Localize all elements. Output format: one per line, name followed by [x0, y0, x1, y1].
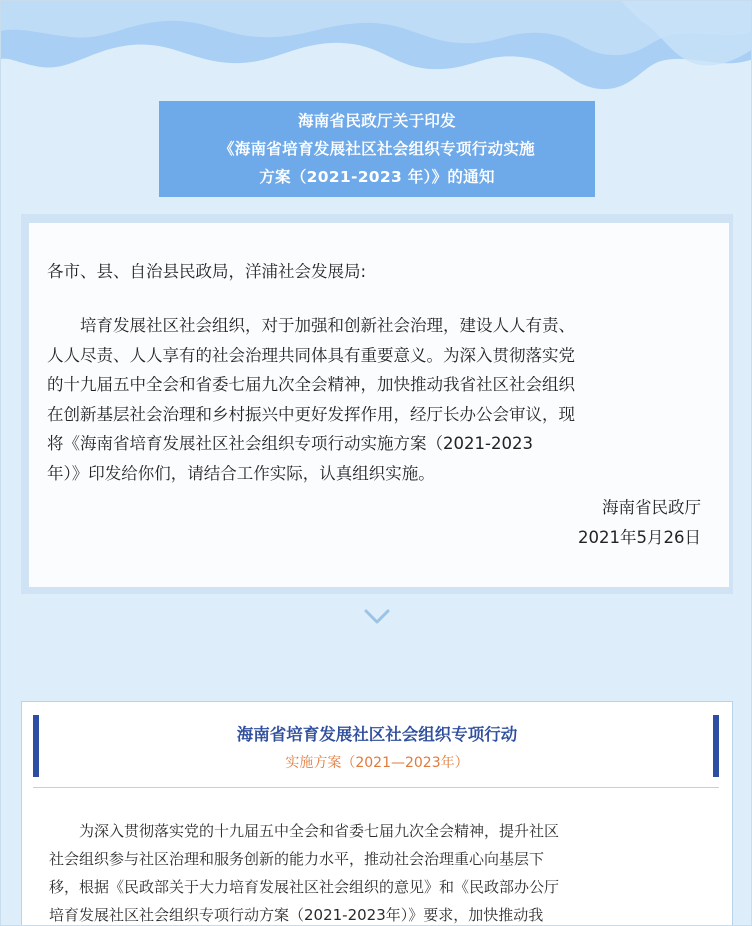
letter-salutation: 各市、县、自治县民政局，洋浦社会发展局: [47, 262, 367, 281]
plan-line: 培育发展社区社会组织专项行动方案（2021-2023年）》要求，加快推动我 [49, 906, 544, 924]
letter-line: 的十九届五中全会和省委七届九次全会精神，加快推动我省社区社会组织 [47, 375, 575, 394]
letter-line: 培育发展社区社会组织，对于加强和创新社会治理，建设人人有责、 [47, 316, 575, 335]
letter-line: 在创新基层社会治理和乡村振兴中更好发挥作用，经厅长办公会审议，现 [47, 404, 575, 424]
letter-body [47, 311, 705, 488]
plan-body [49, 817, 705, 926]
plan-subtitle: 实施方案（2021—2023年） [285, 755, 469, 771]
section-divider [33, 787, 719, 788]
plan-line: 移，根据《民政部关于大力培育发展社区社会组织的意见》和《民政部办公厅 [49, 878, 560, 896]
notice-title-line: 《海南省培育发展社区社会组织专项行动实施 [218, 140, 535, 158]
notice-title [159, 101, 595, 197]
letter-card [29, 223, 729, 587]
letter-line: 将《海南省培育发展社区社会组织专项行动实施方案（2021-2023 [47, 434, 533, 453]
letter-signature [578, 493, 701, 552]
notice-title-line: 海南省民政厅关于印发 [297, 112, 456, 130]
letter-line: 人人尽责、人人享有的社会治理共同体具有重要意义。为深入贯彻落实党 [47, 345, 575, 365]
notice-title-line: 方案（2021-2023 年）》的通知 [259, 168, 495, 186]
plan-title: 海南省培育发展社区社会组织专项行动 [236, 725, 518, 744]
signature-org: 海南省民政厅 [602, 498, 701, 517]
plan-line: 为深入贯彻落实党的十九届五中全会和省委七届九次全会精神，提升社区 [49, 822, 560, 840]
letter-line: 年）》印发给你们，请结合工作实际，认真组织实施。 [47, 463, 435, 483]
signature-date: 2021年5月26日 [578, 527, 701, 547]
plan-line: 社会组织参与社区治理和服务创新的能力水平，推动社会治理重心向基层下 [49, 850, 545, 868]
chevron-down-icon[interactable] [363, 608, 391, 626]
